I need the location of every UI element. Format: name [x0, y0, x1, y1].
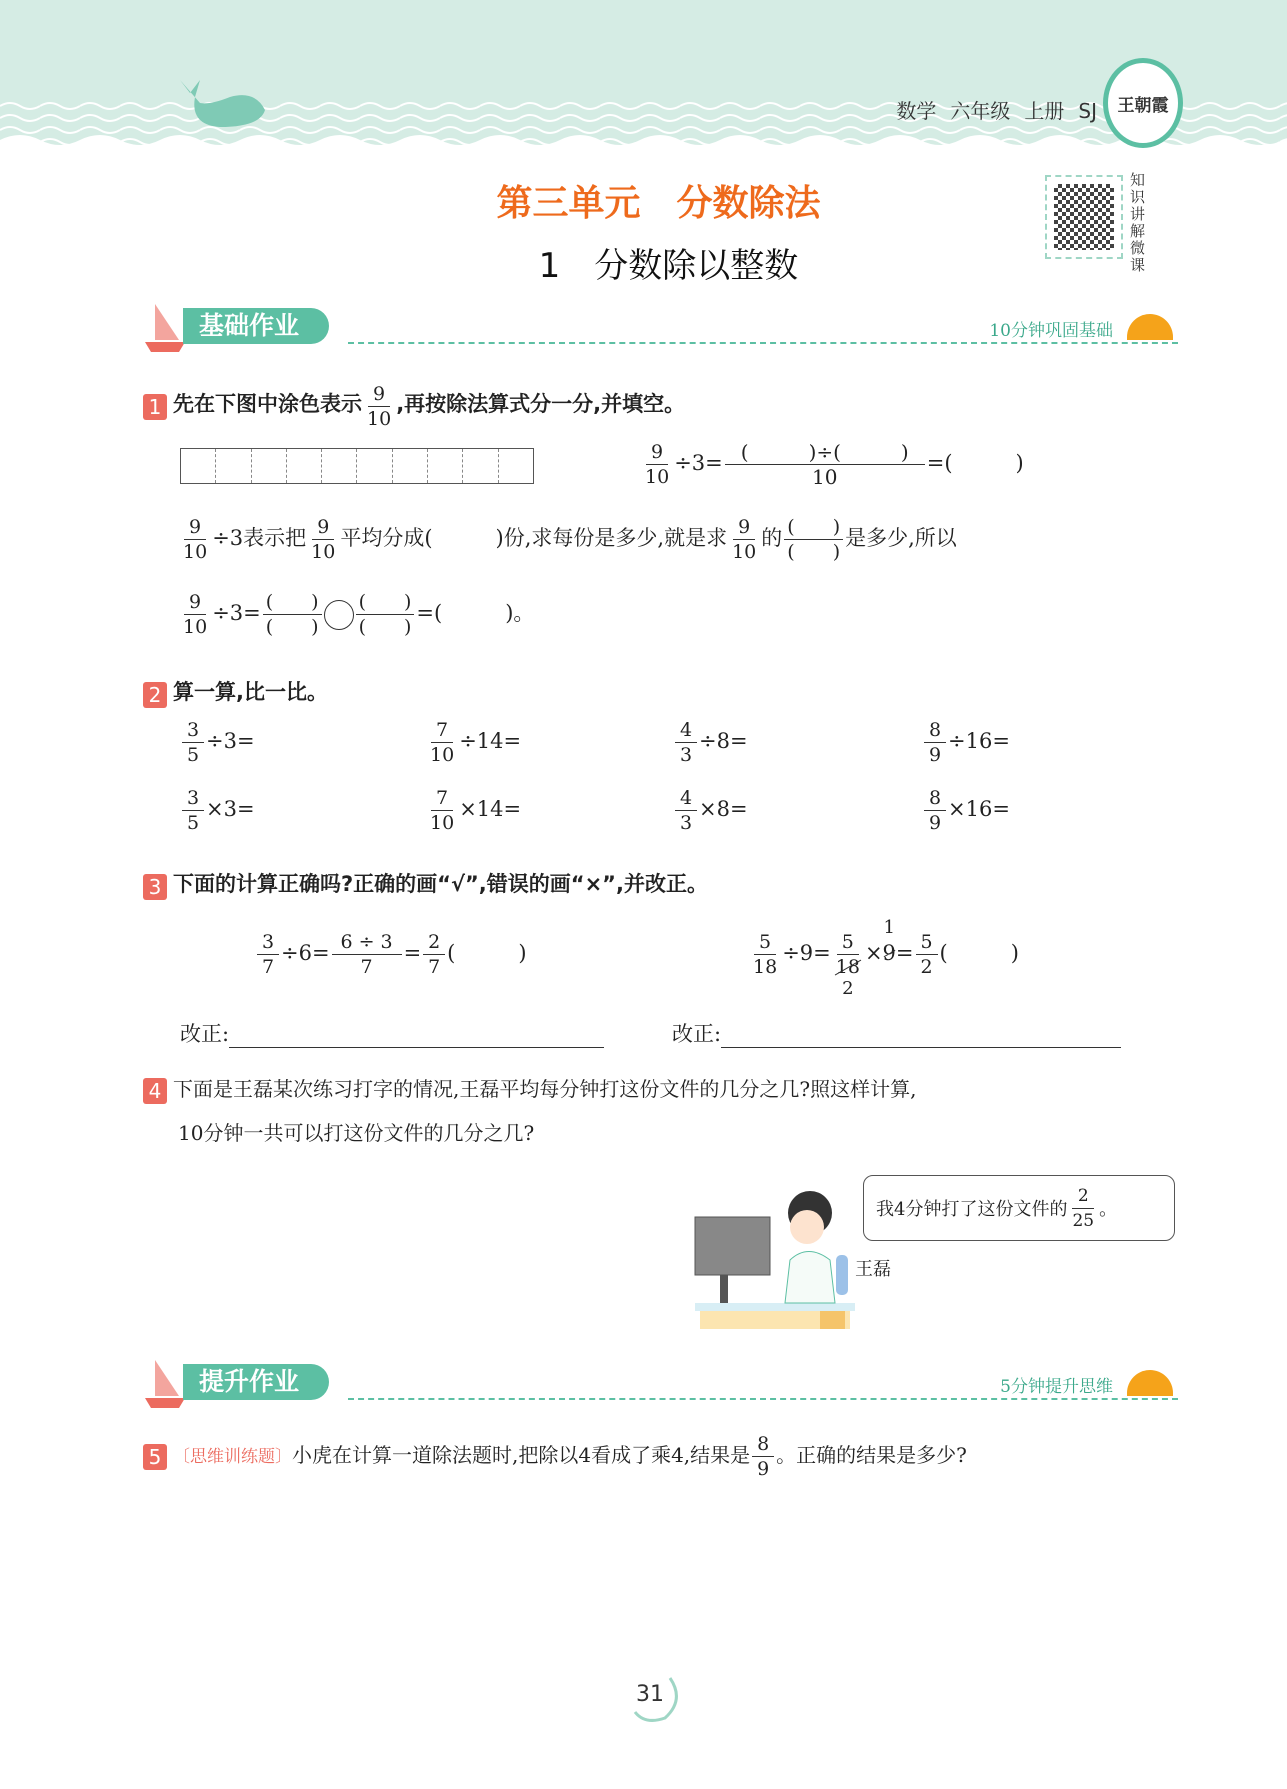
operator-circle-blank[interactable]: [324, 600, 354, 630]
q2-item: $\frac{3}{5}$ ÷3=: [180, 718, 255, 767]
fix-input-line[interactable]: [721, 1022, 1121, 1048]
q2-item: $\frac{8}{9}$ ×16=: [922, 786, 1010, 835]
answer-fraction[interactable]: $\frac{( )\div( )}{10}$: [725, 440, 925, 489]
question-number: 5: [143, 1444, 167, 1470]
prompt-text: 先在下图中涂色表示: [173, 392, 362, 416]
section-tag: 10分钟巩固基础: [989, 321, 1113, 341]
question-1-prompt: [143, 382, 685, 431]
judgment-blank[interactable]: ( ): [447, 941, 527, 965]
prompt-text: 算一算,比一比。: [173, 680, 328, 704]
fix-input-line[interactable]: [229, 1022, 604, 1048]
prompt-text: 下面的计算正确吗?正确的画“√”,错误的画“×”,并改正。: [173, 872, 708, 896]
question-number: 1: [143, 394, 167, 420]
q3-right-equation: $\frac{5}{18}$ ÷9= 5 18 2 ×9 1 = $\frac{5}{2}$ ( ): [753, 917, 1019, 999]
fraction: $\frac{9}{10}$: [367, 383, 392, 430]
question-5: 5 〔思维训练题〕小虎在计算一道除法题时,把除以4看成了乘4,结果是 $\frac{8}{9}$ 。正确的结果是多少?: [143, 1432, 967, 1481]
lesson-title: 1 分数除以整数: [538, 246, 799, 286]
cancelled-number: 18 2: [833, 955, 863, 979]
judgment-blank[interactable]: ( ): [939, 941, 1019, 965]
sailboat-icon: [143, 302, 187, 352]
qr-label: 知识讲解微课: [1130, 171, 1146, 274]
prompt-text: ,再按除法算式分一分,并填空。: [396, 392, 686, 416]
question-number: 4: [143, 1078, 167, 1104]
sailboat-icon: [143, 1358, 187, 1408]
q2-item: $\frac{8}{9}$ ÷16=: [922, 718, 1010, 767]
q1-line-2: $\frac{9}{10}$ ÷3表示把 $\frac{9}{10}$ 平均分成( )份,求每份是多少,就是求 $\frac{9}{10}$ 的 $\frac{( )}{( )}$ 是多少,所以: [183, 516, 957, 563]
question-number: 3: [143, 874, 167, 900]
grade: 六年级: [950, 99, 1011, 123]
shading-grid[interactable]: [180, 448, 534, 484]
question-4-prompt-line-2: 10分钟一共可以打这份文件的几分之几?: [178, 1121, 535, 1145]
q1-line-3: $\frac{9}{10}$ ÷3= $\frac{( )}{( )}$ $\frac{( )}{( )}$ =( )。: [183, 591, 535, 638]
divider: [348, 1398, 1178, 1400]
question-2-prompt: [143, 676, 328, 708]
section-advanced-header: [143, 1358, 1178, 1408]
section-label: 基础作业: [183, 308, 329, 344]
q2-item: $\frac{7}{10}$ ×14=: [430, 787, 522, 834]
sun-icon: [1127, 314, 1173, 340]
unit-title: 第三单元 分数除法: [496, 183, 821, 224]
brand-logo: 王朝霞: [1103, 58, 1183, 148]
q2-item: $\frac{4}{3}$ ÷8=: [673, 718, 748, 767]
section-label: 提升作业: [183, 1364, 329, 1400]
question-3-prompt: [143, 868, 708, 900]
blank-fraction[interactable]: $\frac{( )}{( )}$: [784, 515, 843, 564]
q2-item: $\frac{7}{10}$ ÷14=: [430, 719, 522, 766]
speech-bubble: 我4分钟打了这份文件的 $\frac{2}{25}$ 。: [863, 1175, 1175, 1241]
section-basic-header: [143, 302, 1178, 352]
subject: 数学: [896, 99, 937, 123]
q3-left-equation: $\frac{3}{7}$ ÷6= $\frac{6 \div 3}{7}$ = $\frac{2}{7}$ ( ): [255, 930, 527, 979]
q2-item: $\frac{3}{5}$ ×3=: [180, 786, 255, 835]
whale-icon: [175, 75, 275, 135]
question-tag: 〔思维训练题〕: [173, 1447, 292, 1467]
page-number-swirl: [625, 1670, 685, 1725]
volume: 上册: [1024, 99, 1065, 123]
q2-item: $\frac{4}{3}$ ×8=: [673, 786, 748, 835]
qr-code[interactable]: [1045, 175, 1123, 259]
q3-fix-right: 改正:: [672, 1018, 1121, 1048]
q1-equation-1: $\frac{9}{10}$ ÷3= $\frac{( )\div( )}{10}$ =( ): [645, 440, 1024, 489]
q3-fix-left: 改正:: [180, 1018, 604, 1048]
page-number: 31: [636, 1682, 664, 1707]
character-name: 王磊: [855, 1259, 891, 1280]
section-tag: 5分钟提升思维: [1000, 1377, 1113, 1397]
question-number: 2: [143, 682, 167, 708]
header-band: [0, 0, 1287, 150]
blank-fraction[interactable]: $\frac{( )}{( )}$: [356, 590, 415, 639]
divider: [348, 342, 1178, 344]
edition: SJ: [1078, 99, 1097, 123]
question-4-prompt: 4 下面是王磊某次练习打字的情况,王磊平均每分钟打这份文件的几分之几?照这样计算,: [143, 1073, 916, 1104]
blank-fraction[interactable]: $\frac{( )}{( )}$: [263, 590, 322, 639]
cancelled-number: 9 1: [882, 917, 896, 965]
book-info: [882, 95, 1097, 124]
sun-icon: [1127, 1370, 1173, 1396]
qr-code-icon: [1054, 184, 1114, 250]
boy-typing-illustration: [690, 1185, 870, 1330]
